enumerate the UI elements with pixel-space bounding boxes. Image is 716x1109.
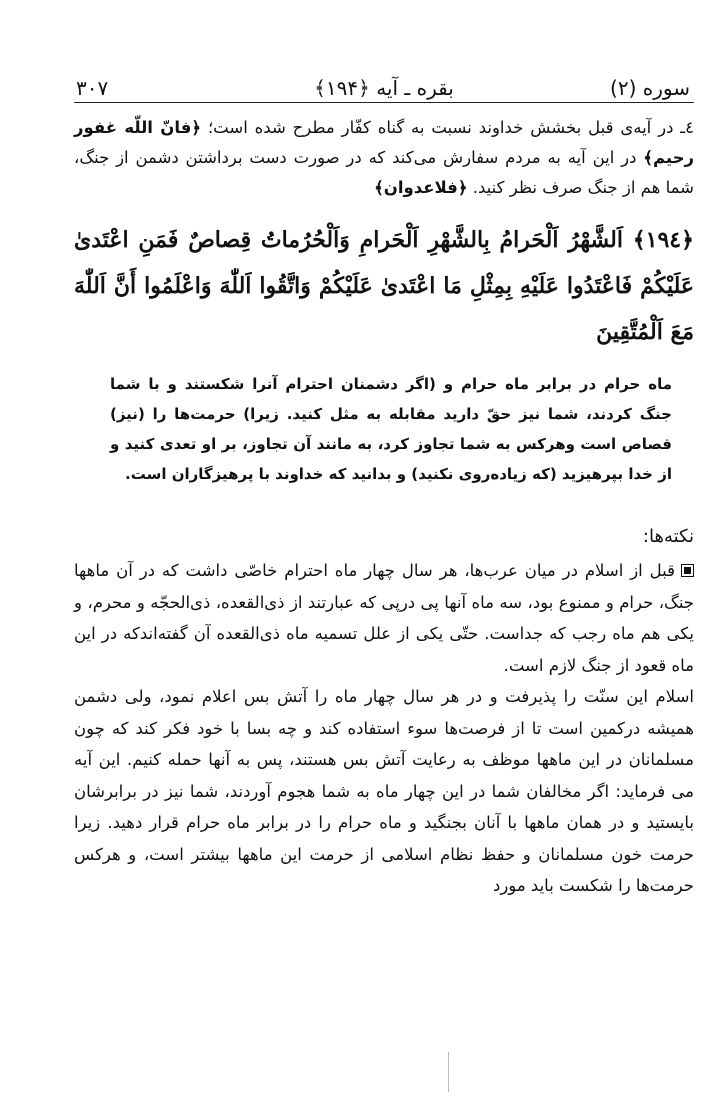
points-heading: نکته‌ها: — [642, 526, 694, 547]
note-4-paragraph — [74, 113, 694, 203]
points-paragraph-1 — [74, 555, 694, 681]
verse-translation: ماه حرام در برابر ماه حرام و (اگر دشمنان احترام آنرا شکستند و با شما جنگ کردند، شما نیز حقّ دارید مقابله به مثل کنید. زیرا) حرمت‌ها را (نیز) قصاص است وهرکس به شما تجاوز کرد، به مانند آن تجاوز، بر او تعدی کنید و از خدا بپرهیزید (که زیاده‌روی نکنید) و بدانید که خداوند با پرهیزگاران است. — [110, 375, 672, 483]
verse-text: اَلشَّهْرُ اَلْحَرامُ بِالشَّهْرِ اَلْحَرامِ وَاَلْحُرُماتُ قِصاصٌ فَمَنِ اعْتَدىٰ عَلَيْكُمْ فَاعْتَدُوا عَلَيْهِ بِمِثْلِ مَا اعْتَدىٰ عَلَيْكُمْ وَاتَّقُوا اَللّٰهَ وَاعْلَمُوا أَنَّ اَللّٰهَ مَعَ اَلْمُتَّقِينَ — [74, 227, 694, 345]
note-4-text-2: در این آیه به مردم سفارش می‌کند که در صورت دست برداشتن دشمن از جنگ، شما هم از جنگ صرف نظر کنید. — [74, 148, 694, 197]
points-paragraph-1-text: قبل از اسلام در میان عرب‌ها، هر سال چهار ماه احترام خاصّی داشت که در آن ماهها جنگ، حرام و ممنوع بود، سه ماه آنها پی درپی که عبارتند از ذی‌القعده، ذی‌الحجّه و محرم، و یکی هم ماه رجب که جداست. حتّی یکی از علل تسمیه ماه ذی‌القعده آن گفته‌اندکه در این ماه قعود از جنگ لازم است. — [74, 561, 694, 675]
note-4-quote-1: ﴿فانّ اللّه غفور رحیم﴾ — [74, 118, 695, 167]
bullet-square-icon — [681, 564, 694, 577]
verse-number: ﴿۱۹٤﴾ — [632, 227, 694, 253]
points-body — [74, 555, 694, 902]
verse-reference: بقره ـ آیه ﴿۱۹۴﴾ — [314, 76, 454, 100]
note-4-quote-2: ﴿فلاعدوان﴾ — [374, 178, 468, 197]
note-4-text: ٤ـ در آیه‌ی قبل بخشش خداوند نسبت به گناه کفّار مطرح شده است؛ — [207, 118, 695, 137]
page-number: ۳۰۷ — [76, 76, 109, 100]
surah-label: سوره (۲) — [610, 76, 690, 100]
scan-mark-divider — [448, 1052, 449, 1092]
points-paragraph-2: اسلام این سنّت را پذیرفت و در هر سال چهار ماه را آتش بس اعلام نمود، ولی دشمن همیشه درکمین است تا از فرصت‌ها سوء استفاده کند و چه بسا با خود فکر کند که چون مسلمانان در این ماهها موظف به رعایت آتش بس هستند، پس به آنها حمله کنیم. این آیه می فرماید: اگر مخالفان شما در این چهار ماه به شما هجوم آوردند، شما نیز در برابرشان بایستید و در همان ماهها با آنان بجنگید و ماه حرام را در برابر ماه حرام قرار دهید. زیرا حرمت خون مسلمانان و حفظ نظام اسلامی از حرمت این ماهها بیشتر است، و هرکس حرمت‌ها را شکست باید مورد — [74, 687, 694, 895]
book-page — [74, 58, 694, 1068]
page-header — [74, 58, 694, 103]
quran-verse — [74, 217, 694, 355]
